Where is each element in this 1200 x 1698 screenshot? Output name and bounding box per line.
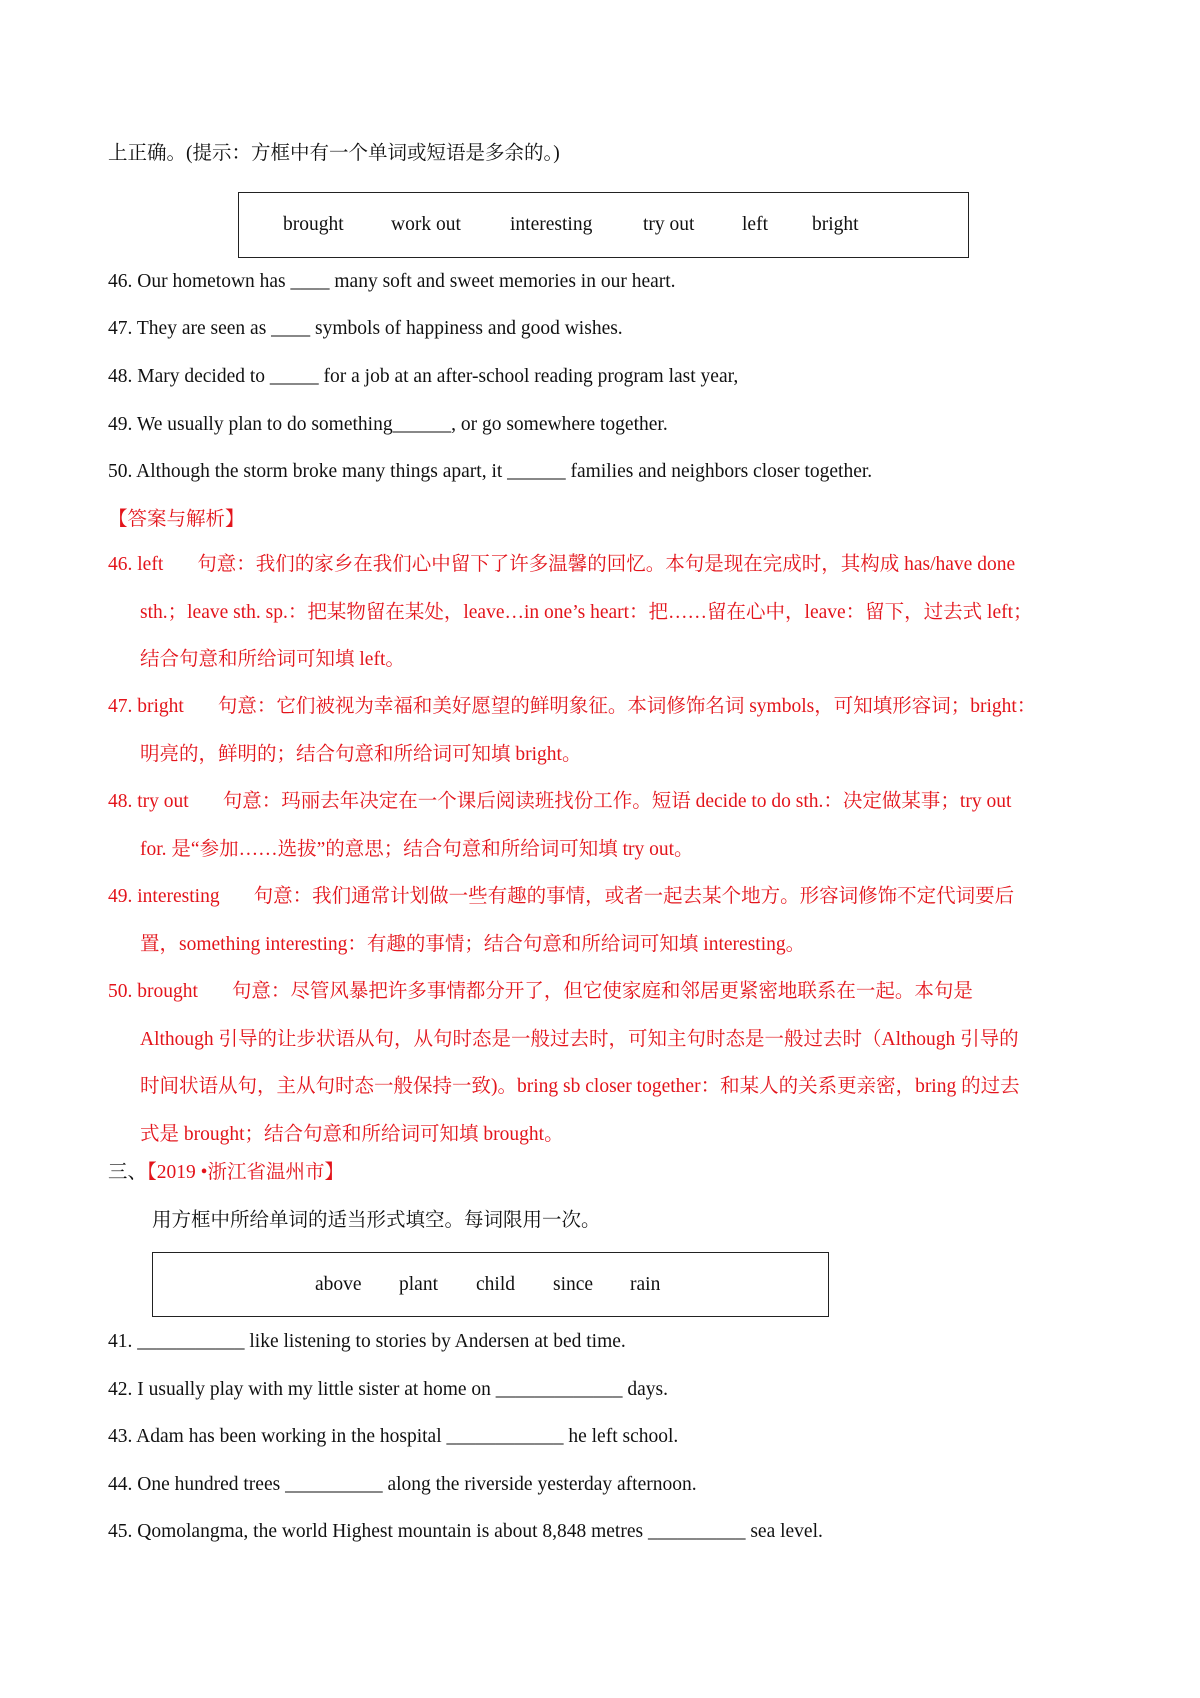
answer-text: 句意：我们的家乡在我们心中留下了许多温馨的回忆。本句是现在完成时，其构成 has/have done — [197, 554, 1016, 575]
answer-text: 式是 brought；结合句意和所给词可知填 brought。 — [140, 1123, 564, 1145]
answer-48 — [108, 778, 1098, 873]
question-49: 49. We usually plan to do something______, or go somewhere together. — [108, 414, 668, 435]
intro-text: 上正确。(提示：方框中有一个单词或短语是多余的。) — [108, 143, 560, 164]
box-word: rain — [630, 1273, 661, 1295]
box-word: child — [476, 1273, 515, 1295]
word-box-1 — [238, 192, 969, 258]
answer-label: 50. brought — [108, 981, 198, 1002]
question-41: 41. ___________ like listening to stories by Andersen at bed time. — [108, 1331, 626, 1352]
question-44: 44. One hundred trees __________ along the riverside yesterday afternoon. — [108, 1474, 697, 1495]
answer-heading: 【答案与解析】 — [108, 509, 245, 530]
section-source: 【2019 •浙江省温州市】 — [147, 1162, 344, 1183]
box-word: interesting — [510, 214, 593, 235]
answer-46 — [108, 541, 1098, 684]
box-word: since — [553, 1273, 594, 1295]
answer-47 — [108, 683, 1098, 778]
answer-text: 句意：它们被视为幸福和美好愿望的鲜明象征。本词修饰名词 symbols，可知填形容词；bright： — [217, 696, 1037, 717]
answer-49 — [108, 873, 1098, 968]
box-word: bright — [812, 214, 859, 235]
box-word: left — [742, 214, 768, 235]
answer-text: 置，something interesting：有趣的事情；结合句意和所给词可知填 interesting。 — [140, 933, 806, 955]
question-42: 42. I usually play with my little sister at home on _____________ days. — [108, 1379, 669, 1400]
question-50: 50. Although the storm broke many things apart, it ______ families and neighbors closer together. — [108, 461, 873, 482]
section-number: 三、 — [108, 1162, 148, 1183]
answer-50 — [108, 968, 1098, 1158]
box-word: above — [315, 1273, 362, 1295]
answer-text: for. 是“参加……选拔”的意思；结合句意和所给词可知填 try out。 — [140, 838, 694, 860]
answer-label: 49. interesting — [108, 886, 220, 907]
answer-text: 句意：我们通常计划做一些有趣的事情，或者一起去某个地方。形容词修饰不定代词要后 — [253, 886, 1015, 907]
box-word: plant — [399, 1273, 438, 1295]
word-box-2 — [152, 1252, 829, 1317]
answer-text: sth.；leave sth. sp.：把某物留在某处，leave…in one’s heart：把……留在心中，leave：留下，过去式 left； — [140, 601, 1033, 623]
box-word: brought — [283, 214, 344, 235]
instruction-text: 用方框中所给单词的适当形式填空。每词限用一次。 — [152, 1210, 601, 1231]
section-3-heading — [108, 1159, 344, 1187]
question-43: 43. Adam has been working in the hospital ____________ he left school. — [108, 1426, 679, 1447]
answer-text: 句意：玛丽去年决定在一个课后阅读班找份工作。短语 decide to do sth.：决定做某事；try out — [222, 791, 1012, 812]
box-word: try out — [643, 214, 695, 235]
answer-label: 47. bright — [108, 696, 184, 717]
question-46: 46. Our hometown has ____ many soft and sweet memories in our heart. — [108, 271, 676, 292]
answer-label: 46. left — [108, 554, 164, 575]
box-word: work out — [391, 214, 461, 235]
answer-label: 48. try out — [108, 791, 189, 812]
question-47: 47. They are seen as ____ symbols of happiness and good wishes. — [108, 318, 623, 339]
answer-text: Although 引导的让步状语从句，从句时态是一般过去时，可知主句时态是一般过去时（Although 引导的 — [140, 1028, 1019, 1050]
answer-text: 结合句意和所给词可知填 left。 — [140, 649, 405, 670]
answer-text: 句意：尽管风暴把许多事情都分开了，但它使家庭和邻居更紧密地联系在一起。本句是 — [231, 981, 973, 1002]
answer-text: 明亮的，鲜明的；结合句意和所给词可知填 bright。 — [140, 743, 582, 765]
question-48: 48. Mary decided to _____ for a job at an after-school reading program last year, — [108, 366, 739, 387]
question-45: 45. Qomolangma, the world Highest mountain is about 8,848 metres __________ sea level. — [108, 1521, 823, 1542]
answer-text: 时间状语从句，主从句时态一般保持一致)。bring sb closer together：和某人的关系更亲密，bring 的过去 — [140, 1076, 1020, 1097]
